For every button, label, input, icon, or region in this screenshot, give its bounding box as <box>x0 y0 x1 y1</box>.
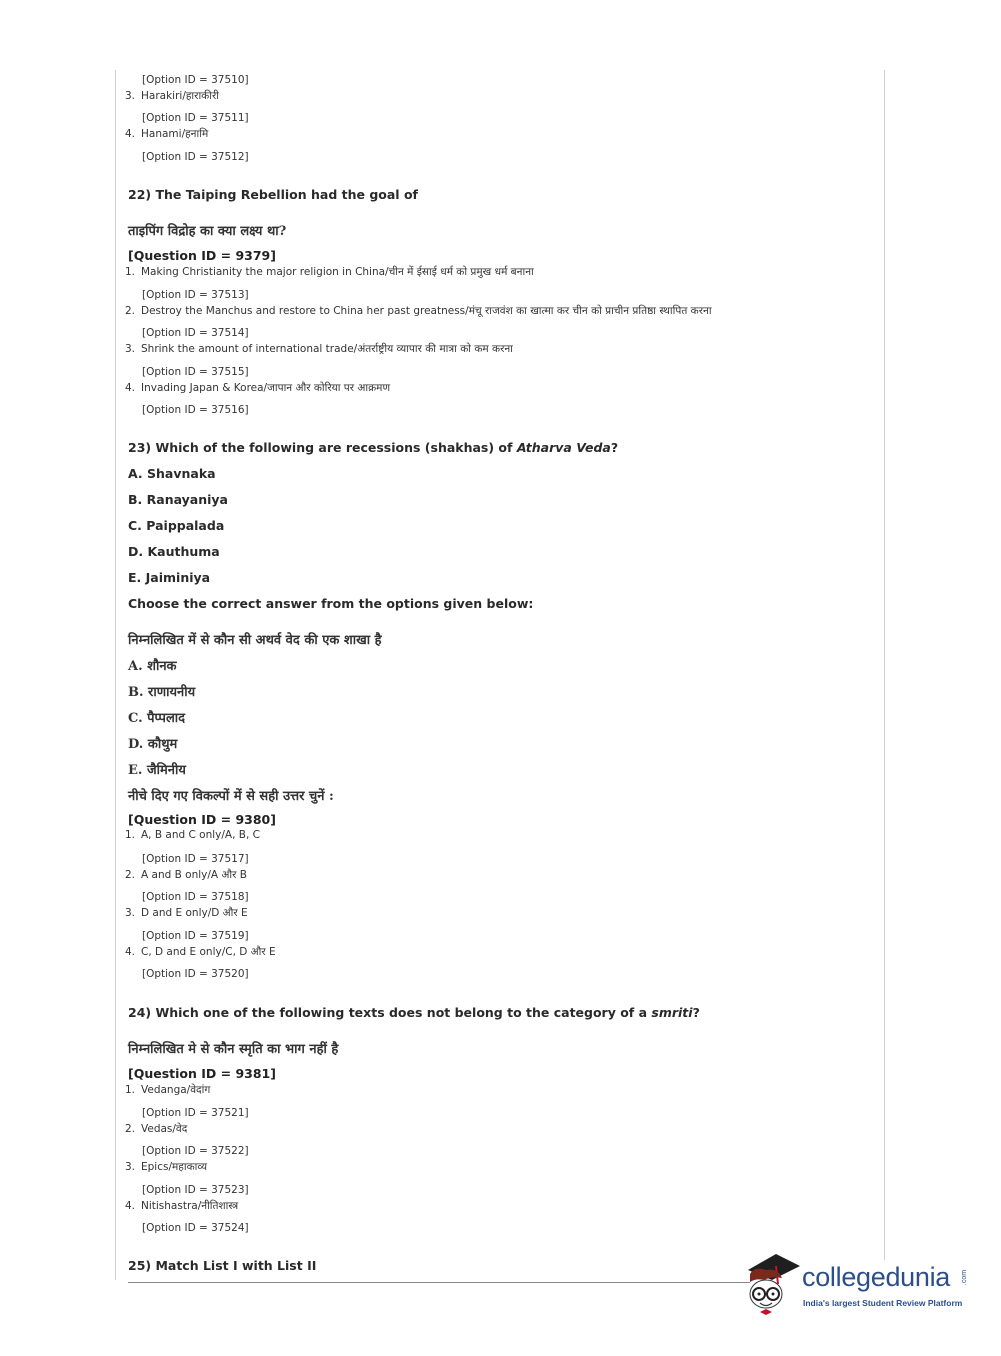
option-id: [Option ID = 37520] <box>142 968 249 980</box>
option: 2. Destroy the Manchus and restore to China her past greatness/मंचू राजवंश का खात्मा कर चीन को प्राचीन प्रतिष्ठा स्थापित करना <box>125 305 712 317</box>
question-title: 22) The Taiping Rebellion had the goal of <box>128 187 418 202</box>
right-margin-line <box>884 70 885 1260</box>
list-item-hindi: E. जैमिनीय <box>128 763 186 778</box>
option-id: [Option ID = 37523] <box>142 1184 249 1196</box>
question-id: [Question ID = 9379] <box>128 248 276 263</box>
option-id: [Option ID = 37522] <box>142 1145 249 1157</box>
option: 3. Epics/महाकाव्य <box>125 1161 208 1173</box>
instruction-hindi: नीचे दिए गए विकल्पों में से सही उत्तर चुनें : <box>128 789 334 804</box>
option-id: [Option ID = 37519] <box>142 930 249 942</box>
list-item-hindi: D. कौथुम <box>128 737 178 752</box>
option: 1. Making Christianity the major religion in China/चीन में ईसाई धर्म को प्रमुख धर्म बनाना <box>125 266 534 278</box>
option-id: [Option ID = 37515] <box>142 366 249 378</box>
option: 2. A and B only/A और B <box>125 869 247 881</box>
option-id: [Option ID = 37510] <box>142 74 249 86</box>
option-id: [Option ID = 37517] <box>142 853 249 865</box>
question-hindi: ताइपिंग विद्रोह का क्या लक्ष्य था? <box>128 224 287 239</box>
mascot-icon <box>742 1248 804 1318</box>
question-id: [Question ID = 9380] <box>128 812 276 827</box>
question-title: 24) Which one of the following texts does not belong to the category of a smriti? <box>128 1005 700 1020</box>
list-item-hindi: B. राणायनीय <box>128 685 196 700</box>
list-item: C. Paippalada <box>128 518 225 533</box>
list-item-hindi: C. पैप्पलाद <box>128 711 186 726</box>
question-id: [Question ID = 9381] <box>128 1066 276 1081</box>
option: 1. Vedanga/वेदांग <box>125 1084 211 1096</box>
list-item: B. Ranayaniya <box>128 492 228 507</box>
option-id: [Option ID = 37516] <box>142 404 249 416</box>
option-id: [Option ID = 37521] <box>142 1107 249 1119</box>
option-id: [Option ID = 37524] <box>142 1222 249 1234</box>
option: 2. Vedas/वेद <box>125 1123 188 1135</box>
option: 3. Harakiri/हाराकीरी <box>125 90 219 102</box>
list-item: E. Jaiminiya <box>128 570 211 585</box>
logo-tagline: India's largest Student Review Platform <box>803 1298 963 1308</box>
option-id: [Option ID = 37512] <box>142 151 249 163</box>
logo-suffix: .com <box>961 1269 969 1286</box>
logo-wordmark: collegedunia <box>802 1262 951 1292</box>
option-id: [Option ID = 37513] <box>142 289 249 301</box>
option: 3. D and E only/D और E <box>125 907 248 919</box>
list-item-hindi: A. शौनक <box>128 659 177 674</box>
question-title: 25) Match List I with List II <box>128 1258 317 1273</box>
question-hindi: निम्नलिखित मे से कौन स्मृति का भाग नहीं है <box>128 1042 339 1057</box>
option-id: [Option ID = 37511] <box>142 112 249 124</box>
option: 1. A, B and C only/A, B, C <box>125 829 260 841</box>
option: 4. Hanami/हनामि <box>125 128 209 140</box>
option: 4. Invading Japan & Korea/जापान और कोरिया पर आक्रमण <box>125 382 391 394</box>
question-hindi: निम्नलिखित में से कौन सी अथर्व वेद की एक शाखा है <box>128 633 382 648</box>
option: 4. Nitishastra/नीतिशास्त्र <box>125 1200 239 1212</box>
list-item: A. Shavnaka <box>128 466 216 481</box>
collegedunia-logo[interactable] <box>742 1248 972 1318</box>
footer-rule <box>128 1282 750 1283</box>
left-margin-line <box>115 70 116 1280</box>
option: 3. Shrink the amount of international trade/अंतर्राष्ट्रीय व्यापार की मात्रा को कम करना <box>125 343 513 355</box>
option-id: [Option ID = 37518] <box>142 891 249 903</box>
option-id: [Option ID = 37514] <box>142 327 249 339</box>
option: 4. C, D and E only/C, D और E <box>125 946 276 958</box>
question-title: 23) Which of the following are recessions (shakhas) of Atharva Veda? <box>128 440 619 455</box>
instruction: Choose the correct answer from the options given below: <box>128 596 534 611</box>
list-item: D. Kauthuma <box>128 544 220 559</box>
